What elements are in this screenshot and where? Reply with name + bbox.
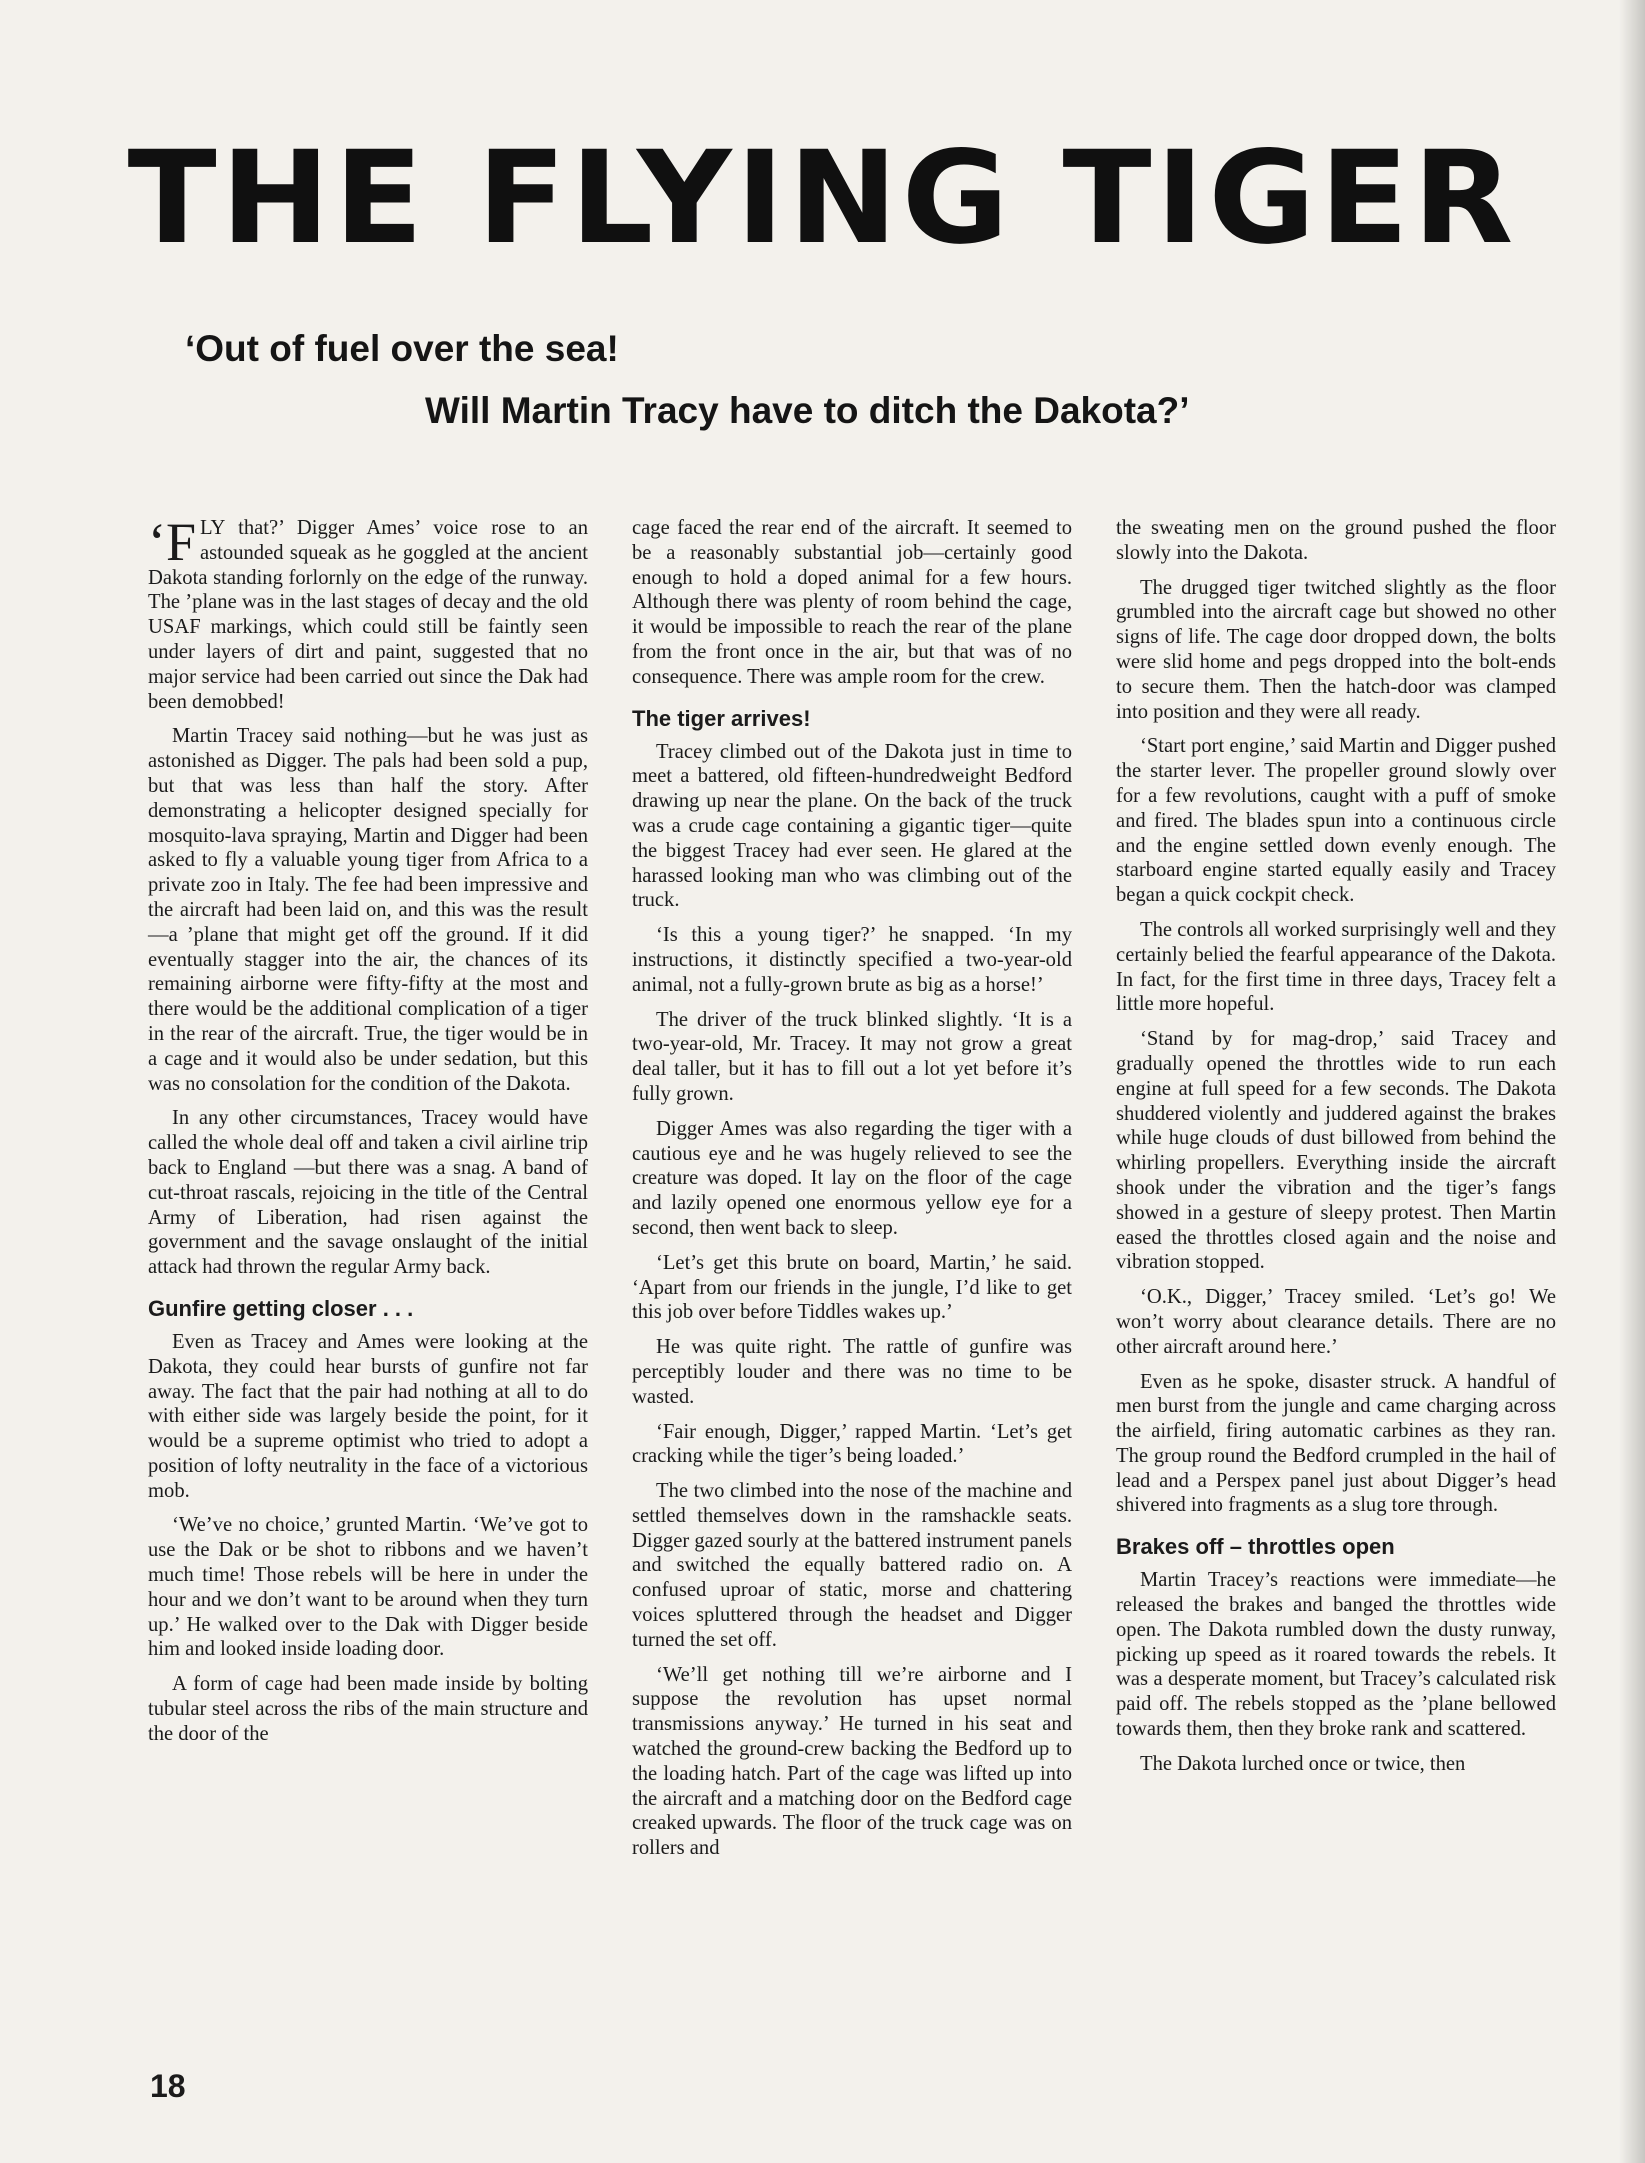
paragraph: The Dakota lurched once or twice, then xyxy=(1140,1752,1466,1775)
paragraph: ‘O.K., Digger,’ Tracey smiled. ‘Let’s go! We won’t worry about clearance details. There are no other aircraft around here.’ xyxy=(1116,1286,1556,1358)
subtitle-line-2: Will Martin Tracy have to ditch the Dakota?’ xyxy=(425,390,1190,431)
column-1 xyxy=(148,512,588,1757)
section-heading: The tiger arrives! xyxy=(632,705,811,731)
paragraph-text: LY that?’ Digger Ames’ voice rose to an astounded squeak as he goggled at the ancient Dakota standing forlornly on the edge of the runway. The ’plane was in the last stages of decay and the old USAF markings, which could still be faintly seen under layers of dirt and paint, suggested that no major service had been carried out since the Dak had been demobbed! xyxy=(148,517,588,713)
paragraph: The driver of the truck blinked slightly. ‘It is a two-year-old, Mr. Tracey. It may not grow a great deal taller, but it has to fill out a lot yet before it’s fully grown. xyxy=(632,1008,1072,1105)
paragraph: Martin Tracey’s reactions were immediate—he released the brakes and banged the throttles wide open. The Dakota rumbled down the dusty runway, picking up speed as it roared towards the rebels. It was a desperate moment, but Tracey’s calculated risk paid off. The rebels stopped as the ’plane bellowed towards them, then they broke rank and scattered. xyxy=(1116,1569,1556,1741)
paragraph: Digger Ames was also regarding the tiger with a cautious eye and he was hugely relieved to see the creature was doped. It lay on the floor of the cage and lazily opened one enormous yellow eye for a second, then went back to sleep. xyxy=(632,1117,1072,1239)
paragraph: A form of cage had been made inside by bolting tubular steel across the ribs of the main structure and the door of the xyxy=(148,1673,588,1745)
paragraph: Martin Tracey said nothing—but he was just as astonished as Digger. The pals had been sold a pup, but that was less than half the story. After demonstrating a helicopter designed specially for mosquito-lava spraying, Martin and Digger had been asked to fly a valuable young tiger from Africa to a private zoo in Italy. The fee had been impressive and the aircraft had been laid on, and this was the result—a ’plane that might get off the ground. If it did eventually stagger into the air, the chances of its remaining airborne were fifty-fifty at the most and there would be the additional complication of a tiger in the rear of the aircraft. True, the tiger would be in a cage and it would also be under sedation, but this was no consolation for the condition of the Dakota. xyxy=(148,725,588,1095)
paragraph: Even as he spoke, disaster struck. A handful of men burst from the jungle and came charging across the airfield, firing automatic carbines as they ran. The group round the Bedford crumpled in the hail of lead and a Perspex panel just about Digger’s head shivered into fragments as a slug tore through. xyxy=(1116,1370,1556,1517)
paragraph: ‘Is this a young tiger?’ he snapped. ‘In my instructions, it distinctly specified a two-year-old animal, not a fully-grown brute as big as a horse!’ xyxy=(632,924,1072,996)
paragraph: The two climbed into the nose of the machine and settled themselves down in the ramshackle seats. Digger gazed sourly at the battered instrument panels and switched the equally battered radio on. A confused uproar of static, morse and chattering voices spluttered through the headset and Digger turned the set off. xyxy=(632,1480,1072,1651)
section-heading: Gunfire getting closer . . . xyxy=(148,1295,414,1321)
paragraph: ‘We’ve no choice,’ grunted Martin. ‘We’ve got to use the Dak or be shot to ribbons and we haven’t much time! Those rebels will be here in under the hour and we don’t want to be around when they turn up.’ He walked over to the Dak with Digger beside him and looked inside loading door. xyxy=(148,1514,588,1661)
paragraph: Tracey climbed out of the Dakota just in time to meet a battered, old fifteen-hundredweight Bedford drawing up near the plane. On the back of the truck was a crude cage containing a gigantic tiger—quite the biggest Tracey had ever seen. He glared at the harassed looking man who was climbing out of the truck. xyxy=(632,740,1072,912)
paragraph: The drugged tiger twitched slightly as the floor grumbled into the aircraft cage but showed no other signs of life. The cage door dropped down, the bolts were slid home and pegs dropped into the bolt-ends to secure them. Then the hatch-door was clamped into position and they were all ready. xyxy=(1116,576,1556,723)
paragraph xyxy=(148,512,588,714)
story-title: THE FLYING TIGER xyxy=(127,124,1518,273)
column-2 xyxy=(632,516,1072,1871)
paragraph: In any other circumstances, Tracey would have called the whole deal off and taken a civil airline trip back to England —but there was a snag. A band of cut-throat rascals, rejoicing in the title of the Central Army of Liberation, had risen against the government and the savage onslaught of the initial attack had thrown the regular Army back. xyxy=(148,1107,588,1279)
paragraph: ‘Fair enough, Digger,’ rapped Martin. ‘Let’s get cracking while the tiger’s being loaded.’ xyxy=(632,1420,1072,1468)
column-3 xyxy=(1116,516,1556,1787)
paragraph: ‘Start port engine,’ said Martin and Digger pushed the starter lever. The propeller ground slowly over for a few revolutions, caught with a puff of smoke and fired. The blades spun into a continuous circle and the engine settled down evenly enough. The starboard engine started equally easily and Tracey began a quick cockpit check. xyxy=(1116,735,1556,907)
paragraph: ‘We’ll get nothing till we’re airborne and I suppose the revolution has upset normal transmissions anyway.’ He turned in his seat and watched the ground-crew backing the Bedford up to the loading hatch. Part of the cage was lifted up into the aircraft and a matching door on the Bedford cage creaked upwards. The floor of the truck cage was on rollers and xyxy=(632,1663,1072,1860)
paragraph: the sweating men on the ground pushed the floor slowly into the Dakota. xyxy=(1116,517,1556,564)
page-edge-shadow xyxy=(1619,0,1645,2163)
section-heading: Brakes off – throttles open xyxy=(1116,1534,1395,1560)
paragraph: ‘Let’s get this brute on board, Martin,’ he said. ‘Apart from our friends in the jungle, I’d like to get this job over before Tiddles wakes up.’ xyxy=(632,1251,1072,1324)
paragraph: cage faced the rear end of the aircraft. It seemed to be a reasonably substantial job—certainly good enough to hold a doped animal for a few hours. Although there was plenty of room behind the cage, it would be impossible to reach the rear of the plane from the front once in the air, but that was of no consequence. There was ample room for the crew. xyxy=(632,517,1072,688)
paragraph: He was quite right. The rattle of gunfire was perceptibly louder and there was no time to be wasted. xyxy=(632,1336,1072,1408)
page-number: 18 xyxy=(150,2068,186,2104)
paragraph: The controls all worked surprisingly well and they certainly belied the fearful appearance of the Dakota. In fact, for the first time in three days, Tracey felt a little more hopeful. xyxy=(1116,918,1556,1016)
subtitle-line-1: ‘Out of fuel over the sea! xyxy=(185,328,619,369)
drop-cap: ‘F xyxy=(148,512,197,572)
paragraph: ‘Stand by for mag-drop,’ said Tracey and gradually opened the throttles wide to run each engine at full speed for a few seconds. The Dakota shuddered violently and juddered against the brakes while huge clouds of dust billowed from behind the whirling propellers. Everything inside the aircraft shook under the vibration and the tiger’s fangs showed in a gesture of sleepy protest. Then Martin eased the throttles closed again and the noise and vibration stopped. xyxy=(1116,1028,1556,1274)
paragraph: Even as Tracey and Ames were looking at the Dakota, they could hear bursts of gunfire not far away. The fact that the pair had nothing at all to do with either side was largely beside the point, for it would be a supreme optimist who tried to adopt a position of lofty neutrality in the face of a victorious mob. xyxy=(148,1330,588,1502)
